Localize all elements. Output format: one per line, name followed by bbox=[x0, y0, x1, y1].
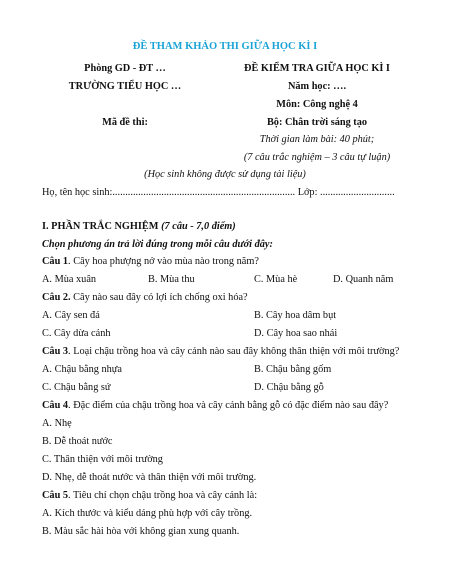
question-3 bbox=[42, 345, 399, 358]
question-4 bbox=[42, 399, 388, 412]
section-heading bbox=[42, 220, 236, 233]
subject: Môn: Công nghệ 4 bbox=[276, 99, 358, 110]
document-title: ĐỀ THAM KHẢO THI GIỮA HỌC KÌ I bbox=[132, 41, 318, 52]
exam-duration: Thời gian làm bài: 40 phút; bbox=[259, 134, 375, 145]
q4-option-a: A. Nhẹ bbox=[42, 418, 72, 429]
exam-code-label: Mã đề thi: bbox=[102, 117, 148, 128]
q1-option-b: B. Mùa thu bbox=[148, 274, 195, 285]
question-label: Câu 1 bbox=[42, 256, 69, 267]
q5-option-b: B. Màu sắc hài hòa với không gian xung quanh. bbox=[42, 526, 240, 537]
q3-option-c: C. Chậu bằng sứ bbox=[42, 382, 111, 393]
book-series: Bộ: Chân trời sáng tạo bbox=[266, 117, 368, 128]
q3-option-a: A. Chậu bằng nhựa bbox=[42, 364, 122, 375]
q2-option-c: C. Cây dừa cảnh bbox=[42, 328, 111, 339]
question-5 bbox=[42, 489, 257, 502]
question-text: Cây nào sau đây có lợi ích chống oxi hóa? bbox=[70, 292, 248, 303]
question-label: Câu 5 bbox=[42, 490, 69, 501]
section-points: (7 câu - 7,0 điểm) bbox=[161, 221, 236, 232]
q1-option-c: C. Mùa hè bbox=[254, 274, 298, 285]
question-text: . Đặc điểm của chậu trồng hoa và cây cảnh bằng gỗ có đặc điểm nào sau đây? bbox=[68, 400, 389, 411]
question-1 bbox=[42, 255, 259, 268]
question-text: . Loại chậu trồng hoa và cây cảnh nào sau đây không thân thiện với môi trường? bbox=[68, 346, 400, 357]
question-label: Câu 4 bbox=[42, 400, 69, 411]
q1-option-a: A. Mùa xuân bbox=[42, 274, 97, 285]
q2-option-a: A. Cây sen đá bbox=[42, 310, 100, 321]
q4-option-b: B. Dễ thoát nước bbox=[42, 436, 113, 447]
section-instruction: Chọn phương án trả lời đúng trong mỗi câu dưới đây: bbox=[42, 239, 273, 250]
no-materials-note: (Học sinh không được sử dụng tài liệu) bbox=[144, 169, 306, 180]
question-text: . Tiêu chí chọn chậu trồng hoa và cây cảnh là: bbox=[68, 490, 258, 501]
section-title: I. PHẦN TRẮC NGHIỆM bbox=[42, 221, 159, 232]
school-year: Năm học: …. bbox=[287, 81, 347, 92]
question-label: Câu 2. bbox=[42, 292, 71, 303]
q2-option-d: D. Cây hoa sao nhái bbox=[254, 328, 338, 339]
q4-option-d: D. Nhẹ, dễ thoát nước và thân thiện với môi trường. bbox=[42, 472, 257, 483]
q5-option-a: A. Kích thước và kiểu dáng phù hợp với cây trồng. bbox=[42, 508, 253, 519]
q2-option-b: B. Cây hoa dâm bụt bbox=[254, 310, 337, 321]
student-name-line: Họ, tên học sinh:....................................................................... Lớp: ............................. bbox=[42, 187, 395, 198]
q4-option-c: C. Thân thiện với môi trường bbox=[42, 454, 163, 465]
school-name: TRƯỜNG TIỂU HỌC … bbox=[68, 81, 182, 92]
q3-option-b: B. Chậu bằng gốm bbox=[254, 364, 332, 375]
question-text: . Cây hoa phượng nở vào mùa nào trong năm? bbox=[68, 256, 259, 267]
q1-option-d: D. Quanh năm bbox=[333, 274, 394, 285]
exam-name: ĐỀ KIỂM TRA GIỮA HỌC KÌ I bbox=[244, 63, 390, 74]
q3-option-d: D. Chậu bằng gỗ bbox=[254, 382, 324, 393]
question-2 bbox=[42, 291, 248, 304]
question-label: Câu 3 bbox=[42, 346, 69, 357]
exam-composition: (7 câu trắc nghiệm – 3 câu tự luận) bbox=[243, 152, 391, 163]
department-name: Phòng GD - ĐT … bbox=[84, 63, 166, 74]
